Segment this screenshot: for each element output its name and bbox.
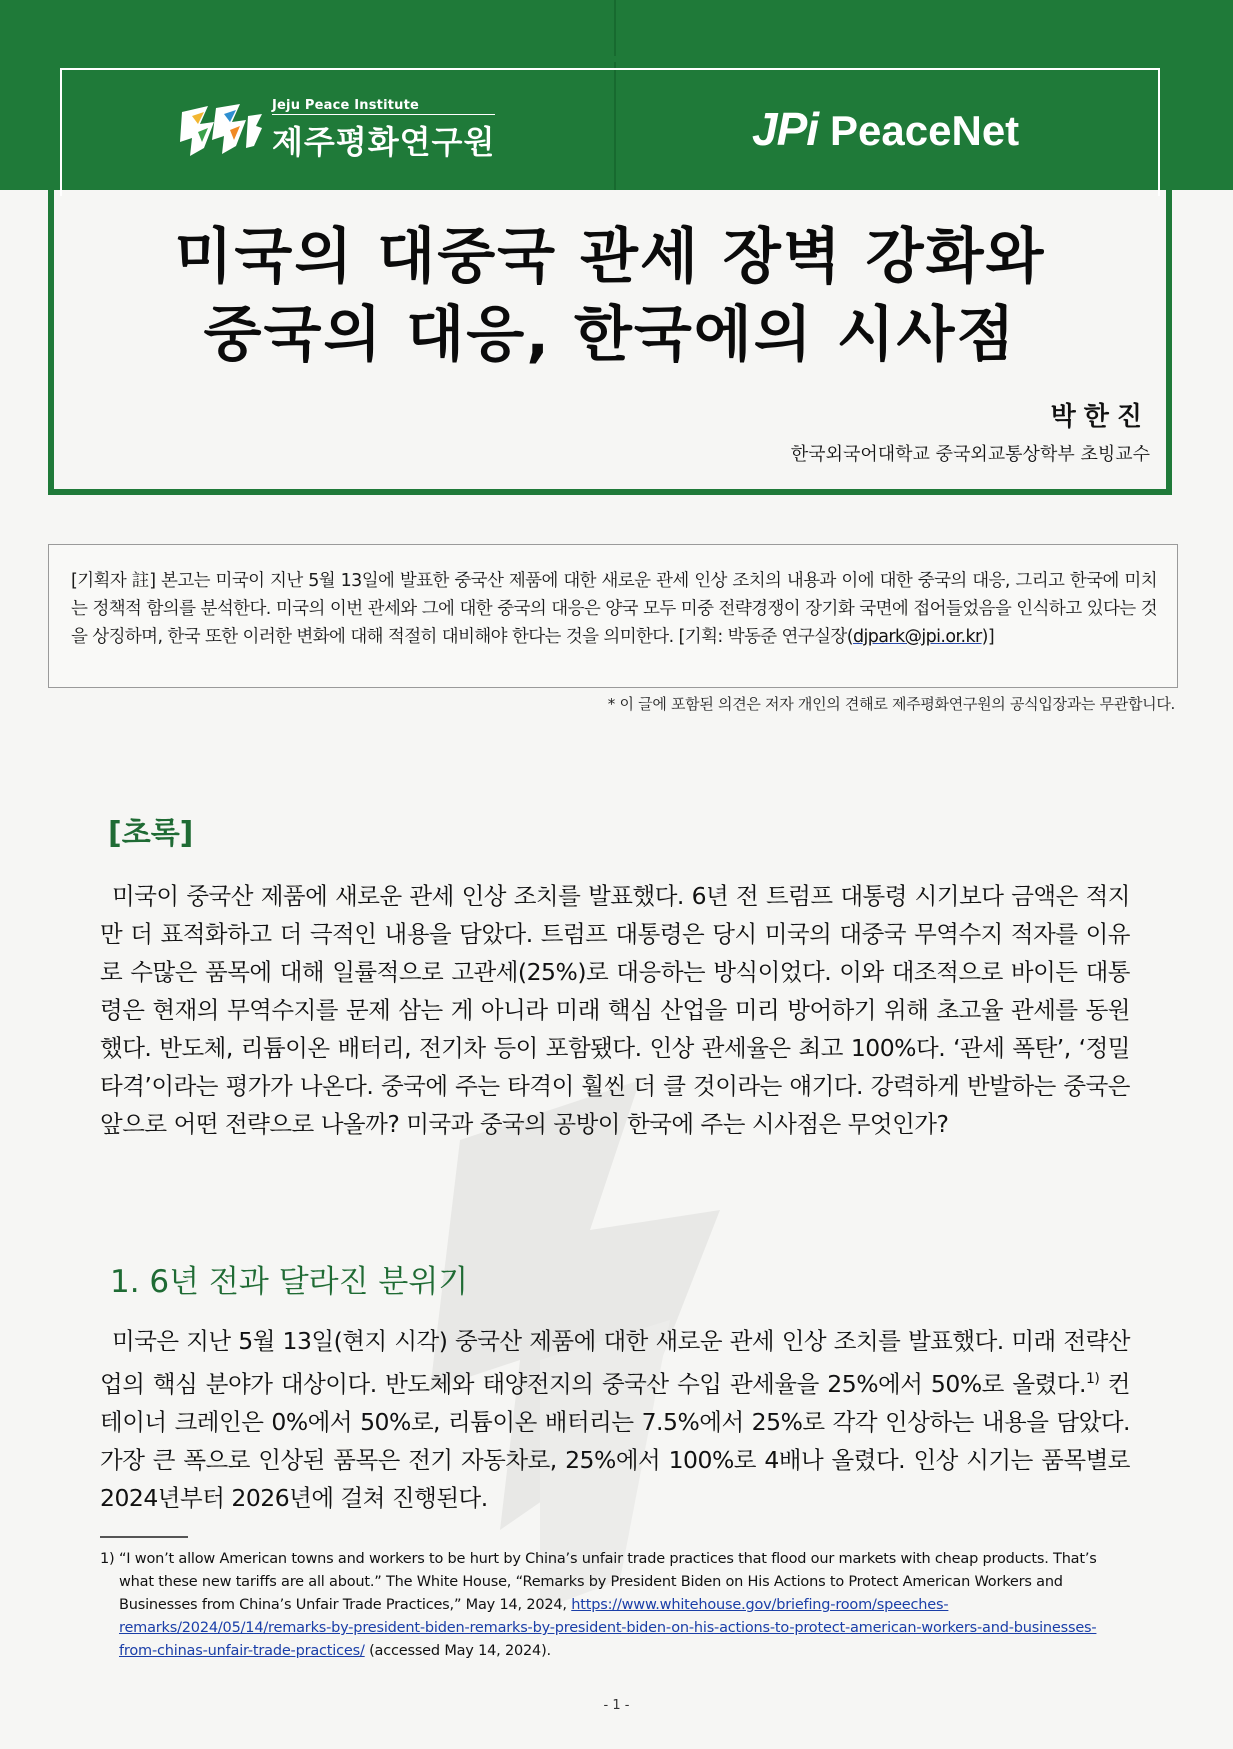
peacenet-logo-text: PeaceNet (830, 107, 1020, 154)
title-line-1: 미국의 대중국 관세 장벽 강화와 (174, 222, 1046, 292)
footnote-ref-1[interactable]: 1) (1085, 1371, 1100, 1387)
footnote-url-link[interactable]: https://www.whitehouse.gov/briefing-room/speeches-remarks/2024/05/14/remarks-by-president-biden-remarks-by-president-biden-on-his-actions-to-protect-american-workers-and-businesses-from-chinas-unfair-trade-practices/ (119, 1597, 1097, 1659)
abstract-heading: [초록] (108, 816, 194, 851)
institute-name-ko: 제주평화연구원 (272, 123, 496, 161)
editor-email-link[interactable]: djpark@jpi.or.kr (852, 627, 982, 647)
document-title (48, 218, 1172, 374)
author-affiliation: 한국외국어대학교 중국외교통상학부 초빙교수 (790, 444, 1150, 465)
editor-note-suffix: )] (981, 627, 995, 647)
footnote-divider (100, 1536, 188, 1538)
editor-note-box (48, 544, 1178, 688)
jpi-logo-text: JPi (752, 103, 819, 155)
footnote-text: “I won’t allow American towns and workers to be hurt by China’s unfair trade practices that flood our markets with cheap products. That’s what these new tariffs are all about.” The White House, “Remarks by President Biden on His Actions to Protect American Workers and Businesses from China’s Unfair Trade Practices,” May 14, 2024, (119, 1551, 1097, 1613)
dove-logo-icon (178, 102, 264, 160)
section-1-text-b: 컨테이너 크레인은 0%에서 50%로, 리튬이온 배터리는 7.5%에서 25%로 각각 인상하는 내용을 담았다. 가장 큰 폭으로 인상된 품목은 전기 자동차로, 25%에서 100%로 4배나 올렸다. 인상 시기는 품목별로 2024년부터 2026년에 걸쳐 진행된다. (100, 1369, 1131, 1512)
section-1-body (100, 1322, 1130, 1517)
editor-note-text: [기획자 註] 본고는 미국이 지난 5월 13일에 발표한 중국산 제품에 대한 새로운 관세 인상 조치의 내용과 이에 대한 중국의 대응, 그리고 한국에 미치는 정책적 함의를 분석한다. 미국의 이번 관세와 그에 대한 중국의 대응은 양국 모두 미중 전략경쟁이 장기화 국면에 접어들었음을 인식하고 있다는 것을 상징하며, 한국 또한 이러한 변화에 대해 적절히 대비해야 한다는 것을 의미한다. [기획: 박동준 연구실장( (71, 571, 1157, 647)
abstract-body: 미국이 중국산 제품에 새로운 관세 인상 조치를 발표했다. 6년 전 트럼프 대통령 시기보다 금액은 적지만 더 표적화하고 더 극적인 내용을 담았다. 트럼프 대통령은 당시 미국의 대중국 무역수지 적자를 이유로 수많은 품목에 대해 일률적으로 고관세(25%)로 대응하는 방식이었다. 이와 대조적으로 바이든 대통령은 현재의 무역수지를 문제 삼는 게 아니라 미래 핵심 산업을 미리 방어하기 위해 초고율 관세를 동원했다. 반도체, 리튬이온 배터리, 전기차 등이 포함됐다. 인상 관세율은 최고 100%다. ‘관세 폭탄’, ‘정밀 타격’이라는 평가가 나온다. 중국에 주는 타격이 훨씬 더 클 것이라는 얘기다. 강력하게 반발하는 중국은 앞으로 어떤 전략으로 나올까? 미국과 중국의 공방이 한국에 주는 시사점은 무엇인가? (100, 882, 1130, 1138)
section-1-text-a: 미국은 지난 5월 13일(현지 시각) 중국산 제품에 대한 새로운 관세 인상 조치를 발표했다. 미래 전략산업의 핵심 분야가 대상이다. 반도체와 태양전지의 중국산 수입 관세율을 25%에서 50%로 올렸다. (100, 1327, 1130, 1398)
page-number: - 1 - (603, 1698, 630, 1713)
institute-name-en: Jeju Peace Institute (272, 98, 495, 115)
footnote-number: 1) (100, 1551, 115, 1567)
author-name: 박한진 (1050, 402, 1150, 432)
footnote-1 (100, 1548, 1130, 1663)
peacenet-logo (752, 102, 1019, 156)
footnote-accessed: (accessed May 14, 2024). (364, 1643, 551, 1659)
title-line-2: 중국의 대응, 한국에의 시사점 (203, 300, 1017, 370)
disclaimer-text: * 이 글에 포함된 의견은 저자 개인의 견해로 제주평화연구원의 공식입장과는 무관합니다. (607, 695, 1175, 713)
section-1-heading: 1. 6년 전과 달라진 분위기 (110, 1264, 469, 1300)
jeju-peace-institute-logo (178, 98, 495, 163)
